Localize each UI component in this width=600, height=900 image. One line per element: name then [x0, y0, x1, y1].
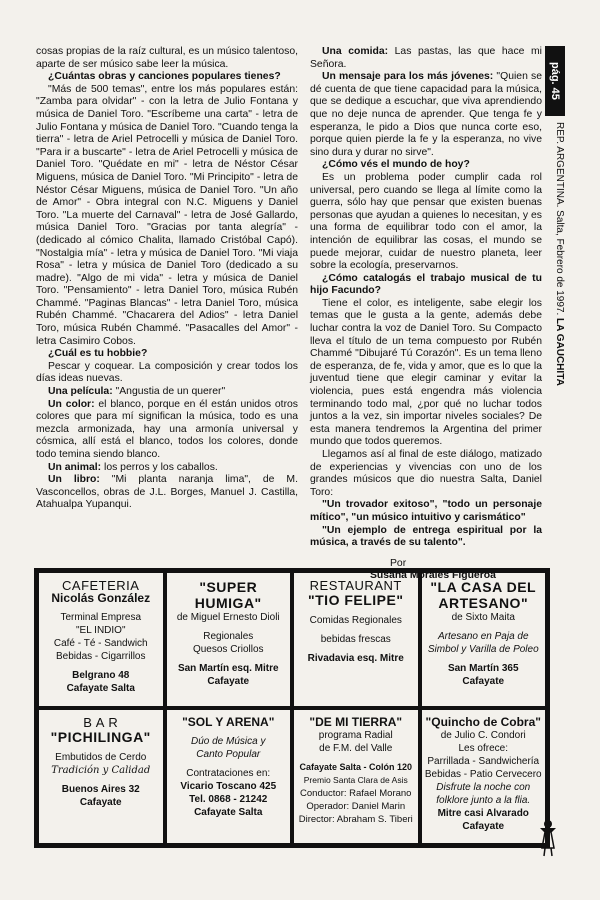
left-text-column — [36, 46, 298, 512]
closing-quote: "Un ejemplo de entrega espiritual por la música, a través de su talento". — [310, 524, 542, 549]
paragraph: Tiene el color, es inteligente, sabe elegir los temas que le gusta a la gente, además debe luchar contra la voz de Daniel Toro. Su Compacto lleva el título de un tema compuesto por Rubén Chammé "Dibujaré Tú Corazón". Es un tema lleno de esperanza, de fe, vida y amor, que es lo que la juventud tiene que elegir caminar y evitar la violencia, pues está engendra más violencia terminando todo mal, ¿por qué no luchar todos juntos a la vez, sin importar niveles sociales? De esta manera tendremos la Argentina del primer mundo que todos queremos. — [310, 297, 542, 448]
ad-de-mi-tierra: "DE MI TIERRA" programa Radial de F.M. del Valle Cafayate Salta - Colón 120 Premio Santa Clara de Asis Conductor: Rafael Morano Operador: Daniel Marin Director: Abraham S. Tiberi — [292, 708, 420, 845]
paragraph: cosas propias de la raíz cultural, es un músico talentoso, aparte de ser músico sabe leer la música. — [36, 46, 298, 70]
ad-bar-pichilinga: B A R "PICHILINGA" Embutidos de Cerdo Tradición y Calidad Buenos Aires 32 Cafayate — [37, 708, 165, 845]
ad-casa-del-artesano: "LA CASA DEL ARTESANO" de Sixto Maita Artesano en Paja de Simbol y Varilla de Poleo San Martín 365 Cafayate — [420, 571, 548, 708]
ad-restaurant-tio-felipe: RESTAURANT "TIO FELIPE" Comidas Regionales bebidas frescas Rivadavia esq. Mitre — [292, 571, 420, 708]
favorite-item: Un mensaje para los más jóvenes: "Quien se dé cuenta de que tiene capacidad para la música, que se dedique a escuchar, que viva aprendiendo que no deje nunca de aprender. Que tenga fe y esperanza, le pido a Dios que nunca corte eso, porque quien pierde la fe y la esperanza, no vive sino dura y durar no sirve". — [310, 71, 542, 158]
page-number: pág. 45 — [545, 46, 565, 116]
question-heading: ¿Cuántas obras y canciones populares tienes? — [48, 71, 281, 83]
question-heading: ¿Cómo catalogás el trabajo musical de tu hijo Facundo? — [310, 272, 542, 297]
favorite-item: Un color: el blanco, porque en él están unidos otros colores que para mí significan la música, todo es una mezcla armonizada, hay una armonía universal y cósmica, allí está el blanco, todos los colores, donde todo temina siendo blanco. — [36, 398, 298, 460]
favorite-item: Un libro: "Mi planta naranja lima", de M. Vasconcellos, obras de J.L. Borges, Manuel J. Castilla, Atahualpa Yupanqui. — [36, 474, 298, 511]
ad-super-humiga: "SUPER HUMIGA" de Miguel Ernesto Dioli Regionales Quesos Criollos San Martín esq. Mitre Cafayate — [165, 571, 293, 708]
question-heading: ¿Cómo vés el mundo de hoy? — [322, 159, 470, 171]
ad-sol-y-arena: "SOL Y ARENA" Dúo de Música y Canto Popular Contrataciones en: Vicario Toscano 425 Tel. 0868 - 21242 Cafayate Salta — [165, 708, 293, 845]
gaucho-figure-icon — [537, 818, 559, 858]
paragraph: Llegamos así al final de este diálogo, matizado de experiencias y vivencias con uno de los grandes músicos que dio nuestra Salta, Daniel Toro: — [310, 449, 542, 498]
favorite-item: Un animal: los perros y los caballos. — [48, 461, 218, 473]
favorite-item: Una comida: Las pastas, las que hace mi Señora. — [310, 46, 542, 70]
right-text-column — [310, 46, 542, 583]
question-heading: ¿Cuál es tu hobbie? — [48, 348, 148, 360]
favorite-item: Una película: "Angustia de un querer" — [48, 386, 226, 398]
byline-prefix: Por — [390, 557, 407, 569]
paragraph: "Más de 500 temas", entre los más populares están: "Zamba para olvidar" - con la letra de Julio Fontana y música de Daniel Toro. "Escríbeme una carta" - letra de Julio Fontana y música de Daniel Toro. "Cuando tenga la tierra" - letra de Ariel Petrocelli y música de Daniel Toro. "Para ir a buscarte" - letra de Ariel Petrocelli y música de Daniel Toro. "Quédate en mi" - letra de Néstor César Miguens, música de Daniel Toro. "Mi Principito" - letra de Néstor César Miguens, música de Daniel Toro. "Un año de Amor" - Obra integral con N.C. Miguens y Daniel Toro. "La muerte del Carnaval" - letra de José Gallardo, música Daniel Toro. "Gracias por tanta alegría" - (dedicado al cómico Chalita, llamado Cristóbal Capó). "Nostalgia mía" - letra y música de Daniel Toro. "Mi viaja Rosa" - letra y música de Daniel Toro (dedicado a su madre). "Algo de mi vida" - letra y música de Daniel Toro. "Pensamiento" - letra Daniel Toro, música Rubén Chammé. "Paginas Blancas" - letra Daniel Toro, música Rubén Chammé. "Chacarera del Adios" - letra Daniel Toro, música Rubén Chammé. "Pasacalles del Amor" - letra Casimiro Cobos. — [36, 83, 298, 347]
advertisement-grid — [34, 568, 550, 848]
paragraph: Es un problema poder cumplir cada rol universal, pero cuando se llega al límite como la guerra, sólo hay que pensar que existen buenas personas que ayudan a quienes lo necesitan, y es una forma de equilibrar todo con el amor, la intención de equilibrar las cosas, el mundo se puede mejorar, cuidar de nuestro planeta, leer sobre la ecología, preservarnos. — [310, 171, 542, 272]
issue-info: REP. ARGENTINA. Salta, Febrero de 1997. LA GAUCHITA — [554, 122, 565, 386]
ad-cafeteria: CAFETERIA Nicolás González Terminal Empresa "EL INDIO" Café - Té - Sandwich Bebidas - Cigarrillos Belgrano 48 Cafayate Salta — [37, 571, 165, 708]
paragraph: Pescar y coquear. La composición y crear todos los días ideas nuevas. — [36, 360, 298, 385]
author-name: Susana Morales Figueroa — [370, 570, 496, 582]
ad-quincho-de-cobra: "Quincho de Cobra" de Julio C. Condori Les ofrece: Parrillada - Sandwichería Bebidas - Patio Cervecero Disfrute la noche con folklore junto a la flia. Mitre casi Alvarado Cafayate — [420, 708, 548, 845]
closing-quote: "Un trovador exitoso", "todo un personaje mítico", "un músico intuitivo y carismático" — [310, 499, 542, 523]
vertical-sidebar — [545, 46, 581, 386]
